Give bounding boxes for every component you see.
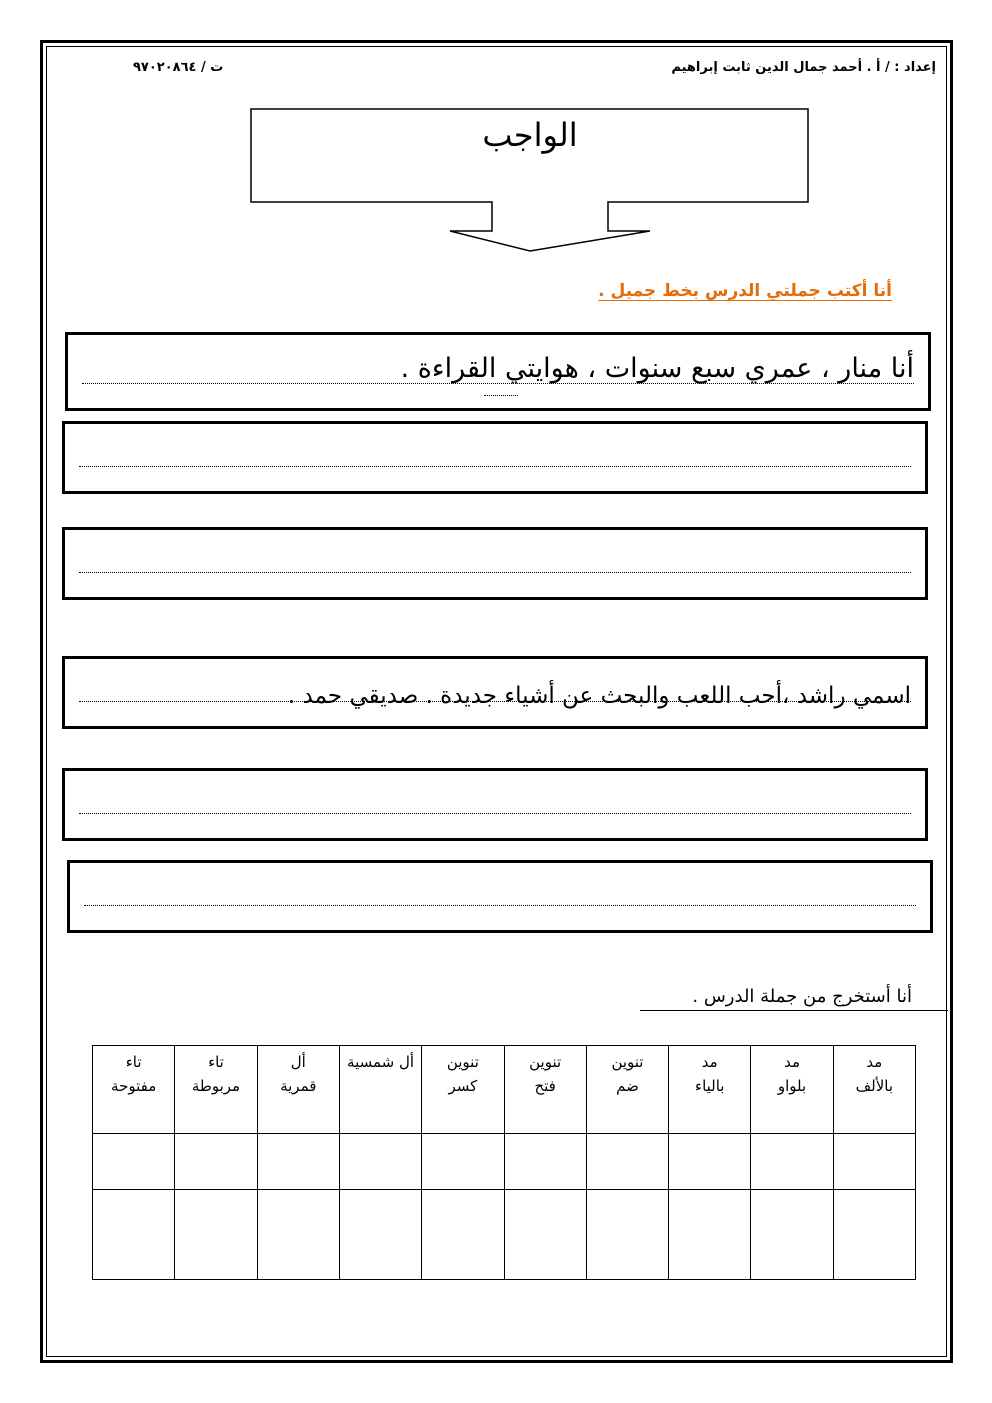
extraction-instruction: أنا أستخرج من جملة الدرس . — [692, 986, 912, 1007]
author-credit: إعداد : / أ . أحمد جمال الدين ثابت إبراهيم — [671, 60, 936, 75]
writing-instruction: أنا أكتب جملتي الدرس بخط جميل . — [598, 281, 892, 301]
table-cell[interactable] — [339, 1190, 421, 1280]
table-cell[interactable] — [422, 1134, 504, 1190]
writing-line — [79, 466, 911, 467]
table-cell[interactable] — [93, 1134, 175, 1190]
phone-number: ت / ٩٧٠٢٠٨٦٤ — [133, 60, 224, 75]
table-cell[interactable] — [339, 1134, 421, 1190]
table-cell[interactable] — [833, 1190, 915, 1280]
writing-line — [79, 813, 911, 814]
table-cell[interactable] — [175, 1190, 257, 1280]
col-header: أل شمسية — [339, 1046, 421, 1134]
writing-box-1[interactable] — [62, 421, 928, 494]
col-header: تاء مفتوحة — [93, 1046, 175, 1134]
table-cell[interactable] — [175, 1134, 257, 1190]
writing-box-4[interactable] — [67, 860, 933, 933]
writing-line-short — [484, 395, 518, 396]
col-header: تنوين فتح — [504, 1046, 586, 1134]
table-cell[interactable] — [586, 1134, 668, 1190]
table-cell[interactable] — [751, 1190, 833, 1280]
table-cell[interactable] — [422, 1190, 504, 1280]
model-sentence-1: أنا منار ، عمري سبع سنوات ، هوايتي القراءة . — [400, 353, 914, 384]
col-header: تاء مربوطة — [175, 1046, 257, 1134]
col-header: مد بلواو — [751, 1046, 833, 1134]
col-header: مد بالألف — [833, 1046, 915, 1134]
table-cell[interactable] — [751, 1134, 833, 1190]
heading-underline — [640, 1010, 948, 1011]
col-header: مد بالياء — [669, 1046, 751, 1134]
table-cell[interactable] — [257, 1190, 339, 1280]
col-header: تنوين كسر — [422, 1046, 504, 1134]
sentence-box-2 — [62, 656, 928, 729]
writing-box-3[interactable] — [62, 768, 928, 841]
table-header-row — [93, 1046, 916, 1134]
col-header: أل قمرية — [257, 1046, 339, 1134]
table-row — [93, 1134, 916, 1190]
table-cell[interactable] — [93, 1190, 175, 1280]
writing-line — [79, 572, 911, 573]
table-cell[interactable] — [504, 1190, 586, 1280]
table-cell[interactable] — [586, 1190, 668, 1280]
col-header: تنوين ضم — [586, 1046, 668, 1134]
writing-box-2[interactable] — [62, 527, 928, 600]
table-row — [93, 1190, 916, 1280]
model-sentence-2: اسمي راشد ،أحب اللعب والبحث عن أشياء جديدة . صديقي حمد . — [287, 683, 911, 709]
writing-line — [84, 905, 916, 906]
table-cell[interactable] — [833, 1134, 915, 1190]
extraction-table — [92, 1045, 916, 1280]
table-cell[interactable] — [669, 1190, 751, 1280]
sentence-box-1 — [65, 332, 931, 411]
table-cell[interactable] — [504, 1134, 586, 1190]
table-cell[interactable] — [257, 1134, 339, 1190]
table-cell[interactable] — [669, 1134, 751, 1190]
page-title: الواجب — [482, 116, 578, 154]
